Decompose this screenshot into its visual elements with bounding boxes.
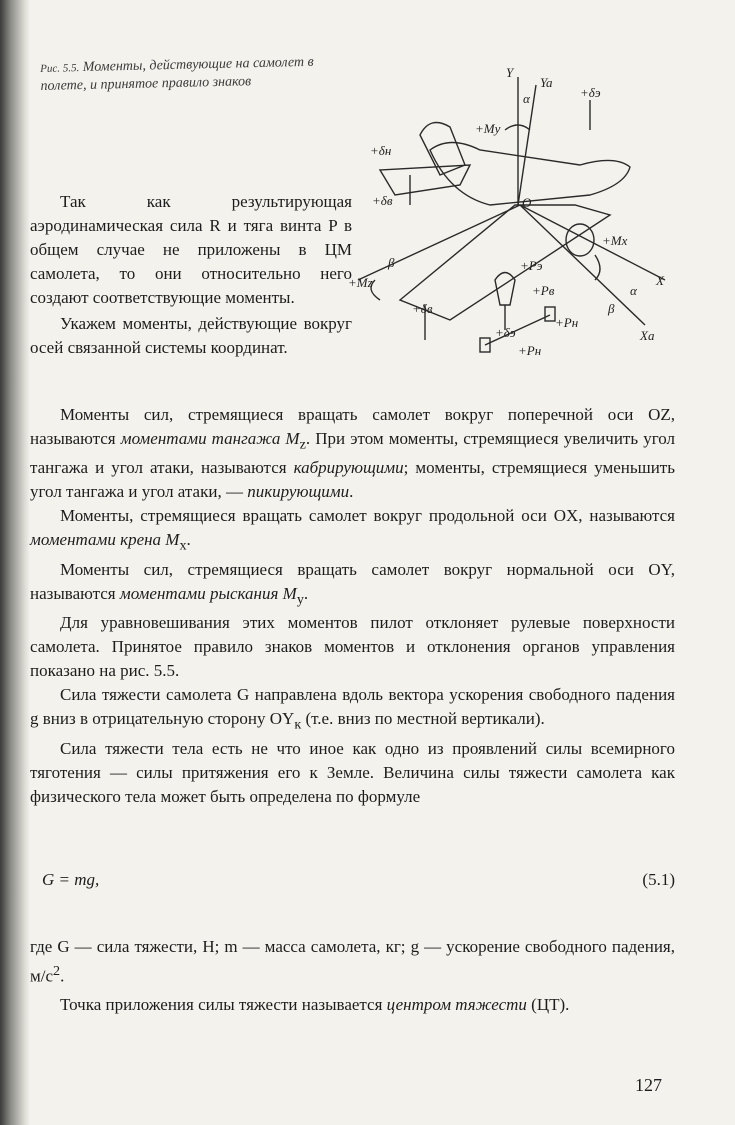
after-formula-text [30, 935, 675, 1017]
term-nose-up: кабрирующими [293, 458, 404, 478]
label-alpha-right: α [630, 283, 637, 298]
label-plus-pe: +Pэ [520, 258, 543, 273]
engine-nacelle [566, 224, 594, 256]
label-plus-mx: +Mx [602, 233, 628, 248]
paragraph-yaw: Моменты сил, стремящиеся вращать самолет вокруг нормальной оси OY, называются моментами рыскания $M_y$. [30, 559, 675, 608]
label-plus-mz: +Mz [348, 275, 373, 290]
pedal-right [545, 307, 555, 321]
label-plus-my: +My [475, 121, 501, 136]
label-beta-left: β [388, 255, 395, 270]
term-yaw: моментами рыскания M [119, 583, 297, 603]
label-plus-pv: +Pв [532, 283, 555, 298]
formula-number: (5.1) [642, 870, 675, 889]
paragraph-balance: Для уравновешивания этих моментов пилот отклоняет рулевые поверхности самолета. Принятое правило знаков моментов и отклонения органов управления показано на рис. 5.5. [30, 613, 675, 681]
paragraph-center-of-gravity: Точка приложения силы тяжести называется центром тяжести (ЦТ). [60, 994, 570, 1014]
label-alpha-top: α [523, 91, 530, 106]
label-plus-pn2: +Pн [518, 343, 542, 358]
paragraph-newton: Сила тяжести тела есть не что иное как одно из проявлений силы всемирного тяготения — силы притяжения его к Земле. Величина силы тяжести самолета как физического тела может быть определена по формуле [30, 738, 675, 806]
page-edge-shadow [0, 0, 30, 1125]
label-origin: O [522, 195, 532, 210]
term-center-of-gravity: центром тяжести [386, 994, 527, 1014]
caption-label: Рис. 5.5. [40, 62, 80, 75]
paragraph-gravity: Сила тяжести самолета G направлена вдоль вектора ускорения свободного падения g вниз в отрицательную сторону $OY_к$ (т.е. вниз по местной вертикали). [30, 685, 675, 733]
label-axis-y: Y [506, 65, 514, 80]
label-axis-ya: Ya [540, 75, 553, 90]
intro-column [30, 190, 352, 360]
label-plus-delta-v: +δв [372, 193, 393, 208]
formula-5-1 [30, 870, 675, 896]
horizontal-stabilizer [380, 165, 470, 195]
paragraph-roll: Моменты, стремящиеся вращать самолет вокруг продольной оси OX, называются моментами крена $M_x$. [30, 506, 675, 554]
paragraph-pitch: Моменты сил, стремящиеся вращать самолет вокруг поперечной оси OZ, называются моментами тангажа $M_z$. При этом моменты, стремящиеся увеличить угол тангажа и угол атаки, называются кабрирующими; моменты, стремящиеся уменьшить угол тангажа и угол атаки, — пикирующими. [30, 405, 676, 502]
figure-caption [40, 53, 341, 95]
axis-z-line [358, 205, 520, 280]
label-plus-delta-e: +δэ [580, 85, 601, 100]
page-number: 127 [635, 1075, 662, 1095]
label-plus-delta-v2: +δв [412, 301, 433, 316]
term-pitch: моментами тангажа M [120, 429, 300, 448]
label-beta-right: β [608, 301, 615, 316]
label-axis-xa: Xa [640, 328, 655, 343]
intro-paragraph-2: Укажем моменты, действующие вокруг осей связанной системы координат. [30, 314, 352, 357]
label-plus-delta-e2: +δэ [495, 325, 516, 340]
term-nose-down: пикирующими [247, 482, 350, 502]
paragraph-where: где G — сила тяжести, Н; m — масса самолета, кг; g — ускорение свободного падения, $м/с^2$. [30, 937, 675, 986]
label-plus-pn: +Pн [555, 315, 579, 330]
main-text [30, 403, 675, 809]
aircraft-moments-figure [340, 55, 680, 400]
intro-paragraph-1: Так как результирующая аэродинамическая сила R и тяга винта P в общем случае не приложены в ЦМ самолета, то они относительно него создают соответствующие моменты. [30, 192, 352, 307]
label-axis-x: X [656, 273, 664, 288]
term-roll: моментами крена M [30, 530, 180, 550]
formula-expression: G = mg, [42, 870, 100, 889]
moment-arc-x [595, 255, 600, 280]
caption-text: Моменты, действующие на самолет в полете, и принятое правило знаков [40, 54, 314, 94]
label-plus-delta-n: +δн [370, 143, 392, 158]
aircraft-moments-diagram [340, 55, 680, 400]
